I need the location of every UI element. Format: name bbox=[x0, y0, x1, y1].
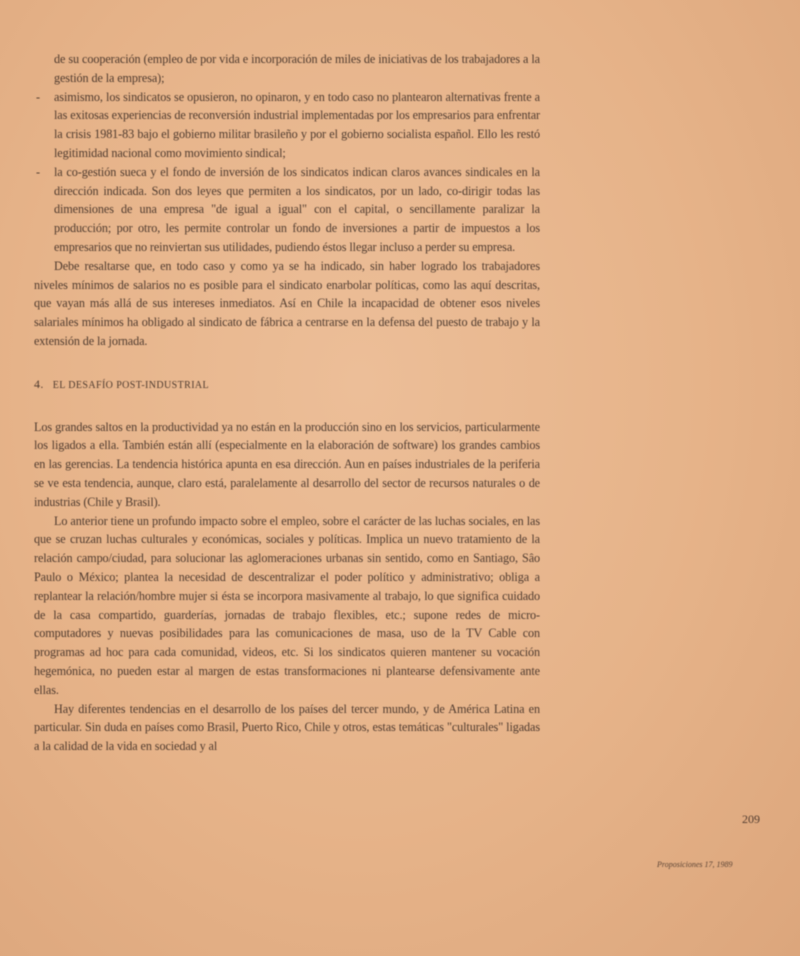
section-title: EL DESAFÍO POST-INDUSTRIAL bbox=[52, 379, 210, 391]
paragraph: Los grandes saltos en la productividad ya no están en la producción sino en los servicios, particularmente los ligados a ella. También están allí (especialmente en la elaboración de software) los grandes cambios en las gerencias. La tendencia histórica apunta en esa dirección. Aun en países industriales de la periferia se ve esta tendencia, aunque, claro está, paralelamente al desarrollo del sector de recursos naturales o de industrias (Chile y Brasil). bbox=[34, 419, 540, 509]
bullet-item bbox=[34, 163, 540, 257]
journal-footer: Proposiciones 17, 1989 bbox=[657, 860, 733, 869]
bullet-text: asimismo, los sindicatos se opusieron, no opinaron, y en todo caso no plantearon alternativas frente a las exitosas experiencias de reconversión industrial implementadas por los empresarios para enfrentar la crisis 1981-83 bajo el gobierno militar brasileño y por el gobierno socialista español. Ello les restó legitimidad nacional como movimiento sindical; bbox=[54, 89, 540, 160]
page-number: 209 bbox=[742, 812, 760, 826]
bullet-mark: - bbox=[36, 89, 40, 104]
paragraph: Lo anterior tiene un profundo impacto sobre el empleo, sobre el carácter de las luchas sociales, en las que se cruzan luchas culturales y económicas, sociales y políticas. Implica un nuevo tratamiento de la relación campo/ciudad, para solucionar las aglomeraciones urbanas sin sentido, como en Santiago, Sâo Paulo o México; plantea la necesidad de descentralizar el poder político y administrativo; obliga a replantear la relación/hombre mujer si ésta se incorpora masivamente al trabajo, lo que significa cuidado de la casa compartido, guarderías, jornadas de trabajo flexibles, etc.; supone redes de micro-computadores y nuevas posibilidades para las comunicaciones de masa, uso de la TV Cable con programas ad hoc para cada comunidad, videos, etc. Si los sindicatos quieren mantener su vocación hegemónica, no pueden estar al margen de estas transformaciones ni plantearse defensivamente ante ellas. bbox=[34, 513, 540, 697]
body-text bbox=[34, 50, 540, 756]
paragraph: Hay diferentes tendencias en el desarrollo de los países del tercer mundo, y de América Latina en particular. Sin duda en países como Brasil, Puerto Rico, Chile y otros, estas temáticas "culturales" ligadas a la calidad de la vida en sociedad y al bbox=[34, 701, 540, 754]
bullet-text: la co-gestión sueca y el fondo de inversión de los sindicatos indican claros avances sindicales en la dirección indicada. Son dos leyes que permiten a los sindicatos, por un lado, co-dirigir todas las dimensiones de una empresa "de igual a igual" con el capital, o sencillamente paralizar la producción; por otro, les permite controlar un fondo de inversiones a partir de impuestos a los empresarios que no reinviertan sus utilidades, pudiendo éstos llegar incluso a perder su empresa. bbox=[54, 164, 540, 254]
paragraph-continuation: de su cooperación (empleo de por vida e incorporación de miles de iniciativas de los trabajadores a la gestión de la empresa); bbox=[54, 52, 540, 85]
section-heading bbox=[34, 375, 540, 396]
section-number: 4. bbox=[34, 376, 44, 391]
bullet-item bbox=[34, 88, 540, 163]
paragraph: Debe resaltarse que, en todo caso y como ya se ha indicado, sin haber logrado los trabajadores niveles mínimos de salarios no es posible para el sindicato enarbolar políticas, como las aquí descritas, que vayan más allá de sus intereses inmediatos. Así en Chile la incapacidad de obtener esos niveles salariales mínimos ha obligado al sindicato de fábrica a centrarse en la defensa del puesto de trabajo y la extensión de la jornada. bbox=[34, 258, 540, 348]
bullet-mark: - bbox=[36, 164, 40, 179]
